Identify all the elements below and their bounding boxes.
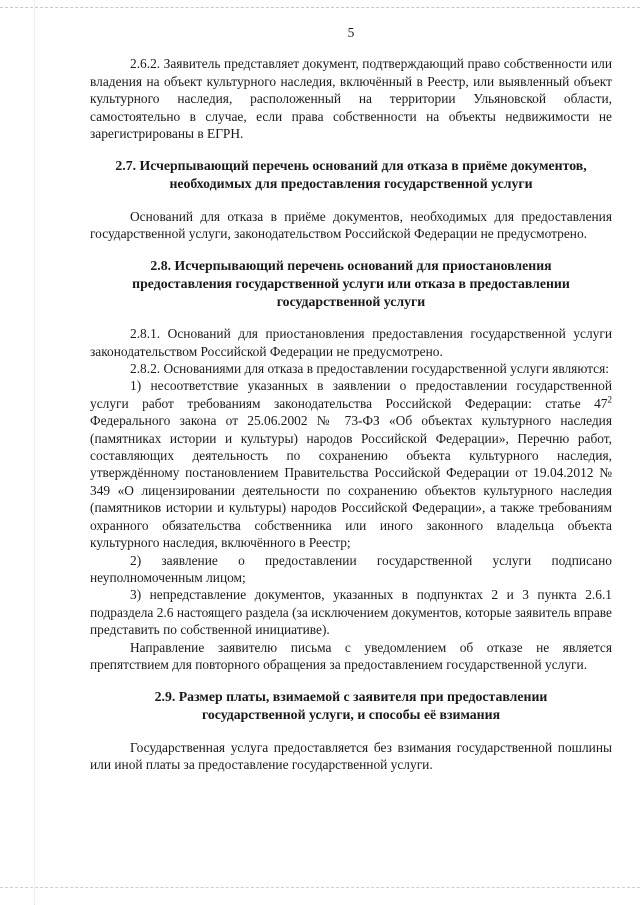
scan-edge-top <box>0 7 640 8</box>
heading-2-7: 2.7. Исчерпывающий перечень оснований для отказа в приёме документов, необходимых для предоставления государственной услуги <box>115 158 587 192</box>
paragraph-2-8-1: 2.8.1. Оснований для приостановления предоставления государственной услуги законодательством Российской Федерации не предусмотрено. <box>90 326 612 359</box>
list-item-1-superscript: 2 <box>607 394 612 405</box>
paragraph-2-9: Государственная услуга предоставляется без взимания государственной пошлины или иной платы за предоставление государственной услуги. <box>90 739 612 772</box>
list-item-2: 2) заявление о предоставлении государственной услуги подписано неуполномоченным лицом; <box>90 552 612 585</box>
paragraph-2-8-2: 2.8.2. Основаниями для отказа в предоставлении государственной услуги являются: <box>130 361 609 377</box>
scan-edge-left <box>34 0 35 905</box>
list-item-1-text-b: Федерального закона от 25.06.2002 № 73-ФЗ «Об объектах культурного наследия (памятниках истории и культуры) народов Российской Федерации», Перечню работ, составляющих деятельность по сохранению объекта культурного наследия, утверждённому постановлением Правительства Российской Федерации от 19.04.2012 № 349 «О лицензировании деятельности по сохранению объектов культурного наследия (памятников истории и культуры) народов Российской Федерации», а также требованиям охранного обязательства собственника или иного законного владельца объекта культурного наследия, включённого в Реестр; <box>90 413 612 551</box>
page-number: 5 <box>347 25 355 40</box>
paragraph-notice: Направление заявителю письма с уведомлением об отказе не является препятствием для повторного обращения за предоставлением государственной услуги. <box>90 639 612 672</box>
paragraph-2-6-2: 2.6.2. Заявитель представляет документ, подтверждающий право собственности или владения на объект культурного наследия, включённый в Реестр, или выявленный объект культурного наследия, расположенный на территории Ульяновской области, самостоятельно в случае, если права собственности на объекты недвижимости не зарегистрированы в ЕГРН. <box>90 56 612 142</box>
heading-2-9: 2.9. Размер платы, взимаемой с заявителя при предоставлении государственной услуги, и способы её взимания <box>154 689 548 722</box>
paragraph-2-7: Оснований для отказа в приёме документов, необходимых для предоставления государственной услуги, законодательством Российской Федерации не предусмотрено. <box>90 208 612 242</box>
scan-edge-bottom <box>0 887 640 888</box>
heading-2-8: 2.8. Исчерпывающий перечень оснований для приостановления предоставления государственной услуги или отказа в предоставлении государственной услуги <box>132 258 570 309</box>
list-item-1 <box>90 377 612 551</box>
list-item-3: 3) непредставление документов, указанных в подпунктах 2 и 3 пункта 2.6.1 подраздела 2.6 настоящего раздела (за исключением документов, которые заявитель вправе представить по собственной инициативе). <box>90 587 612 638</box>
list-item-1-text-a: 1) несоответствие указанных в заявлении о предоставлении государственной услуги работ требованиям законодательства Российской Федерации: статье 47 <box>90 378 612 411</box>
document-page <box>90 24 612 773</box>
